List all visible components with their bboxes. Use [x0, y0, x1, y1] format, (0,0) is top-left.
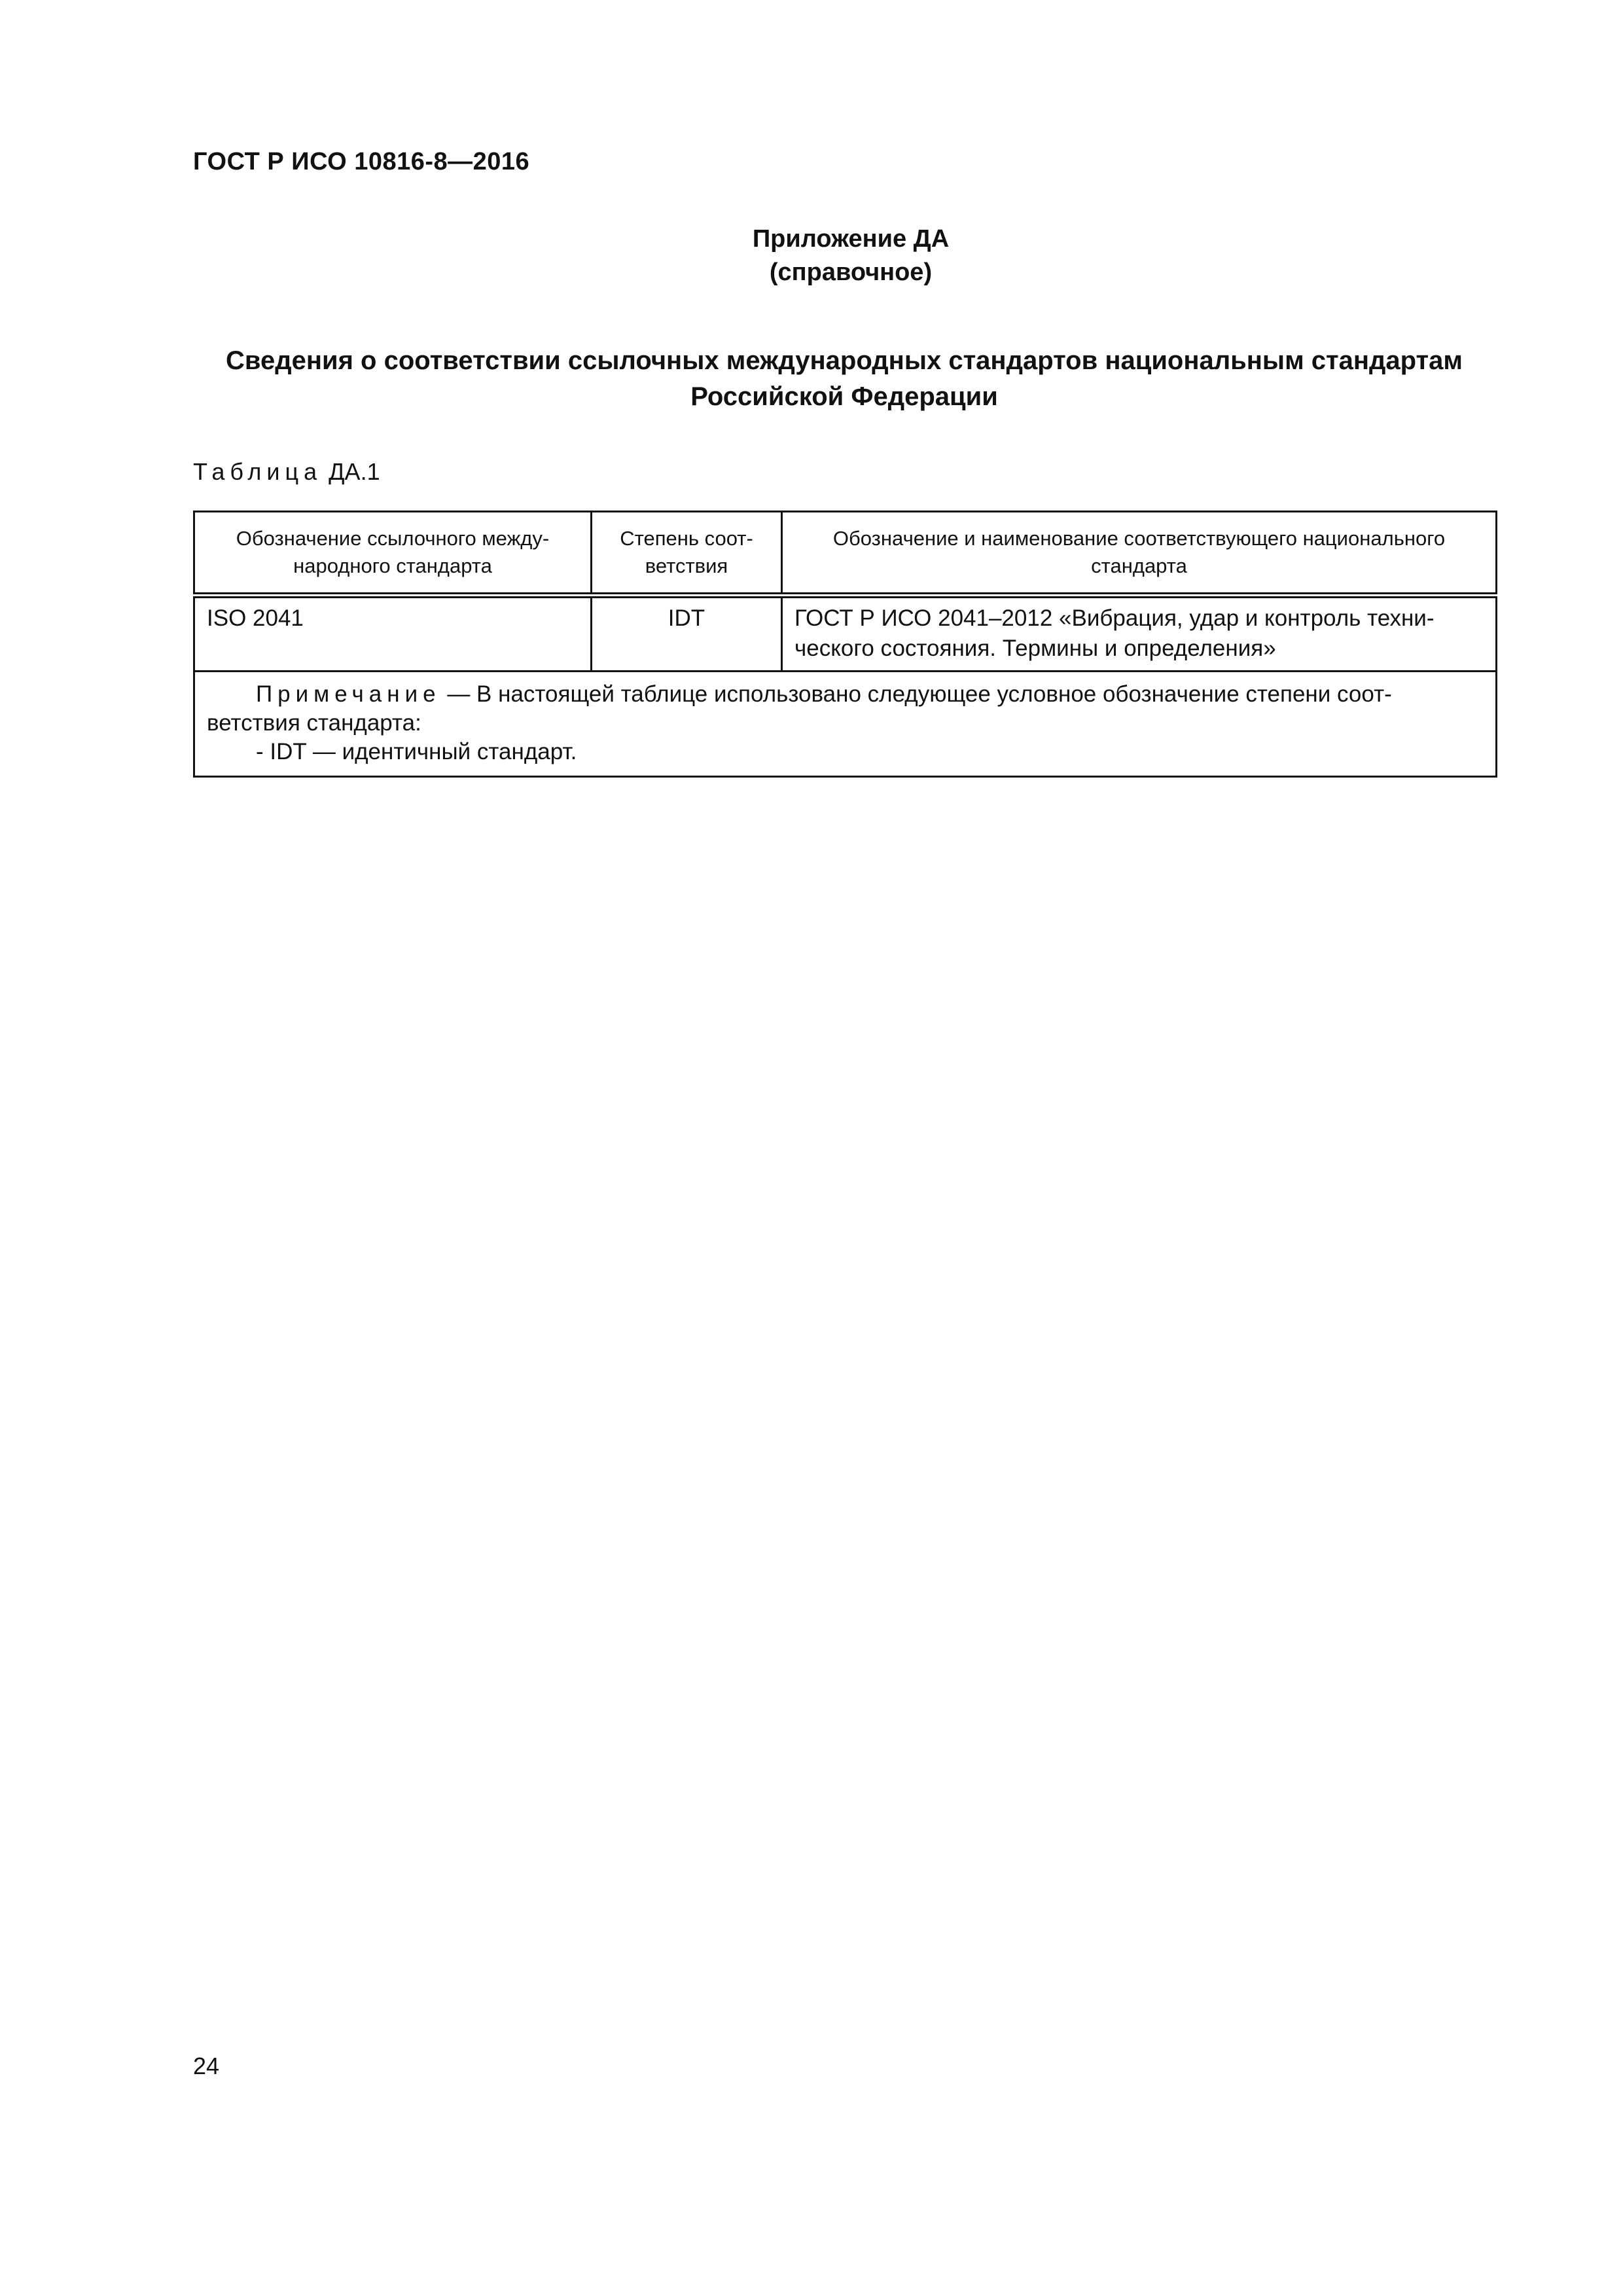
cell-reference-standard: ISO 2041 [194, 596, 592, 672]
header-col3-line2: стандарта [1091, 554, 1187, 577]
header-col3-line1: Обозначение и наименование соответствующего национального [832, 527, 1446, 550]
note-line1-text: — В настоящей таблице использовано следующее условное обозначение степени соот- [440, 681, 1392, 707]
national-line1: ГОСТ Р ИСО 2041–2012 «Вибрация, удар и контроль техни- [794, 605, 1435, 631]
header-reference-standard [194, 512, 592, 596]
header-degree [592, 512, 782, 596]
section-title [193, 343, 1495, 415]
table-caption-number: ДА.1 [329, 458, 380, 485]
annex-type: (справочное) [769, 259, 933, 286]
national-line2: ческого состояния. Термины и определения» [794, 636, 1276, 661]
table-row [194, 596, 1497, 672]
standards-table [193, 511, 1497, 778]
table-caption [193, 458, 380, 486]
header-national-standard [782, 512, 1497, 596]
header-col2-line1: Степень соот- [620, 527, 753, 550]
header-col1-line2: народного стандарта [293, 554, 492, 577]
annex-heading [661, 223, 1041, 289]
table-note [194, 672, 1497, 777]
section-title-line1: Сведения о соответствии ссылочных международных стандартов национальным стандартам [226, 346, 1463, 375]
annex-title: Приложение ДА [752, 225, 950, 253]
section-title-line2: Российской Федерации [690, 382, 998, 411]
header-col2-line2: ветствия [645, 554, 728, 577]
note-line3: - IDT — идентичный стандарт. [256, 739, 577, 764]
cell-degree: IDT [592, 596, 782, 672]
table-note-row [194, 672, 1497, 777]
header-col1-line1: Обозначение ссылочного между- [236, 527, 550, 550]
table-caption-word: Таблица [193, 458, 323, 485]
document-code-header: ГОСТ Р ИСО 10816-8—2016 [193, 148, 530, 175]
table-header-row [194, 512, 1497, 596]
note-line1 [207, 680, 1484, 709]
page-number: 24 [193, 2053, 220, 2079]
cell-national-standard [782, 596, 1497, 672]
note-label: Примечание [256, 681, 441, 707]
note-line2: ветствия стандарта: [207, 710, 421, 736]
